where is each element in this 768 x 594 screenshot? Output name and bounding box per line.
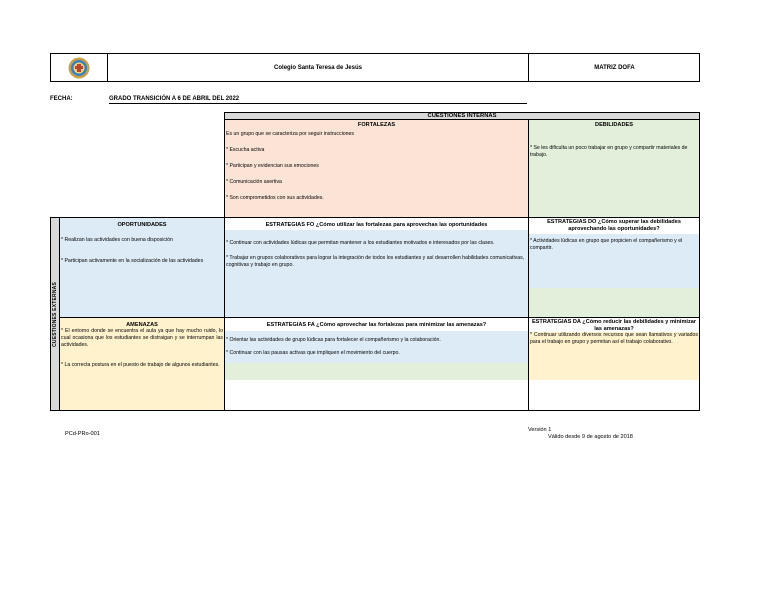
amenazas-item: * El entorno donde se encuentra el aula ya que hay mucho ruido, lo cual ocasiona que los estudiantes se distraigan y se interrumpan las actividades. bbox=[61, 328, 223, 349]
oportunidades-title: OPORTUNIDADES bbox=[117, 222, 167, 228]
amenazas-cell bbox=[59, 317, 225, 411]
fa-item: * Orientar las actividades de grupo lúdicas para fortalecer el compañerismo y la colaboración. bbox=[226, 337, 441, 343]
fa-cell bbox=[224, 317, 529, 411]
oportunidades-cell bbox=[59, 217, 225, 318]
logo-cell bbox=[50, 53, 108, 82]
fortalezas-list bbox=[225, 128, 528, 202]
fortalezas-title: FORTALEZAS bbox=[357, 122, 396, 128]
fa-title: ESTRATEGIAS FA ¿Cómo aprovechar las fortalezas para minimizar las amenazas? bbox=[266, 322, 487, 328]
doc-title: MATRIZ DOFA bbox=[594, 64, 635, 71]
do-item: * Actividades lúdicas en grupo que propicien el compañerismo y el compartir. bbox=[530, 238, 683, 252]
amenazas-item: * La correcta postura en el puesto de trabajo de algunos estudiantes. bbox=[61, 362, 220, 369]
internas-title: CUESTIONES INTERNAS bbox=[224, 112, 700, 120]
fortalezas-item: * Escucha activa bbox=[226, 147, 265, 154]
externas-label: CUESTIONES EXTERNAS bbox=[52, 281, 58, 347]
debilidades-cell bbox=[528, 119, 700, 218]
do-cell bbox=[528, 217, 700, 318]
footer-valid: Válido desde 9 de agosto de 2018 bbox=[548, 434, 633, 440]
footer-version: Versión 1 bbox=[528, 427, 552, 433]
amenazas-list bbox=[60, 328, 224, 369]
fortalezas-item: * Comunicación asertiva bbox=[226, 179, 282, 186]
school-name: Colegio Santa Teresa de Jesús bbox=[108, 53, 529, 82]
debilidades-item: * Se les dificulta un poco trabajar en grupo y compartir materiales de trabajo. bbox=[530, 145, 688, 159]
da-item: * Continuar utilizando diversos recursos que sean llamativos y variados para el trabajo en grupo y permitan así el trabajo colaborativo. bbox=[530, 332, 698, 346]
fa-body-lower bbox=[225, 363, 528, 380]
fortalezas-item: * Son comprometidos con sus actividades. bbox=[226, 195, 324, 202]
fo-item: * Continuar con actividades lúdicas que permitan mantener a los estudiantes motivados e interesados por las clases. bbox=[226, 240, 495, 246]
debilidades-title: DEBILIDADES bbox=[595, 122, 633, 128]
da-cell bbox=[528, 317, 700, 411]
footer-code: PCd-PRo-001 bbox=[65, 431, 100, 437]
do-title: ESTRATEGIAS DO ¿Cómo superar las debilidades aprovechando las oportunidades? bbox=[547, 219, 681, 232]
fo-title: ESTRATEGIAS FO ¿Cómo utilizar las fortalezas para aprovechas las oportunidades bbox=[265, 222, 488, 228]
fa-body bbox=[225, 331, 528, 363]
oportunidades-item: * Participan activamente en la socialización de las actividades bbox=[61, 258, 204, 265]
fecha-value: GRADO TRANSICIÓN A 6 DE ABRIL DEL 2022 bbox=[109, 96, 527, 104]
do-body bbox=[529, 234, 699, 288]
fortalezas-cell bbox=[224, 119, 529, 218]
oportunidades-list bbox=[60, 228, 224, 265]
fortalezas-item: * Participan y evidencian sus emociones bbox=[226, 163, 319, 170]
fo-body bbox=[225, 230, 528, 317]
do-body-lower bbox=[529, 288, 699, 317]
fo-item: * Trabajar en grupos colaborativos para lograr la integración de todos los estudiantes y así desarrollen habilidades comunicativas, cognitivas y trabajo en grupo. bbox=[226, 255, 525, 269]
fecha-label: FECHA: bbox=[50, 96, 73, 102]
amenazas-title: AMENAZAS bbox=[126, 322, 158, 328]
da-body bbox=[529, 332, 699, 380]
fa-item: * Continuar con las pausas activas que impliquen el movimiento del cuerpo. bbox=[226, 350, 400, 357]
oportunidades-item: * Realizan las actividades con buena disposición bbox=[61, 237, 173, 243]
school-seal-icon bbox=[68, 57, 90, 79]
fo-cell bbox=[224, 217, 529, 318]
fortalezas-item: Es un grupo que se caracteriza por seguir instrucciones bbox=[226, 131, 355, 137]
da-title: ESTRATEGIAS DA ¿Cómo reducir las debilidades y minimizar las amenazas? bbox=[531, 319, 697, 332]
